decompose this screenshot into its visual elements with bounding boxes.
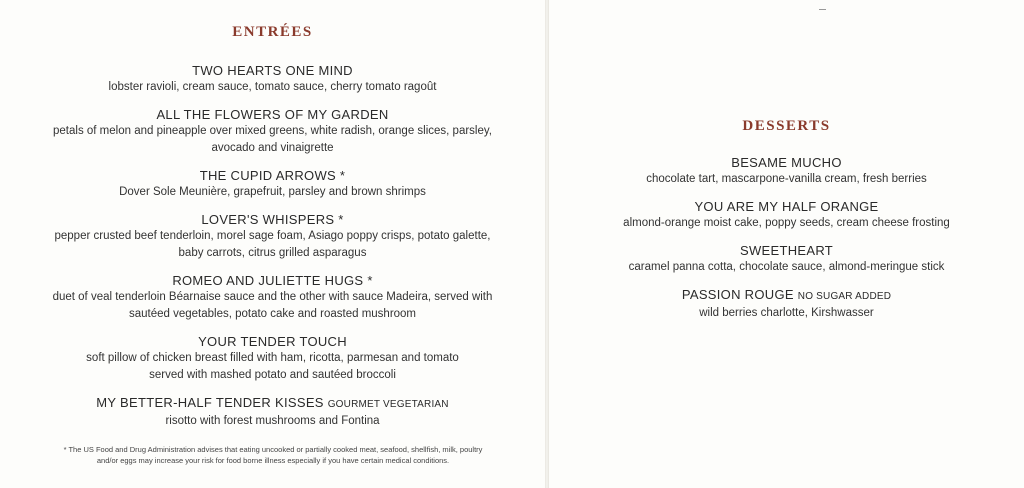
fda-footnote: * The US Food and Drug Administration advises that eating uncooked or partially cooked meat, seafood, shellfish, milk, poultry and/or eggs may increase your risk for food borne illness especially if you have certain medical conditions. bbox=[63, 445, 483, 465]
menu-item bbox=[0, 106, 545, 157]
menu-item-title: YOUR TENDER TOUCH bbox=[198, 334, 347, 349]
menu-item-name bbox=[0, 167, 545, 184]
menu-item-description: soft pillow of chicken breast filled with ham, ricotta, parmesan and tomato served with mashed potato and sautéed broccoli bbox=[86, 352, 459, 381]
menu-item bbox=[0, 167, 545, 201]
page-mark bbox=[819, 9, 826, 10]
menu-item-tag: NO SUGAR ADDED bbox=[797, 291, 892, 302]
menu-item-description: lobster ravioli, cream sauce, tomato sauce, cherry tomato ragoût bbox=[108, 81, 437, 93]
menu-item bbox=[0, 62, 545, 96]
desserts-title: DESSERTS bbox=[742, 118, 831, 134]
entrees-title: ENTRÉES bbox=[232, 24, 313, 40]
menu-item-name bbox=[549, 242, 1024, 259]
menu-item-description: wild berries charlotte, Kirshwasser bbox=[699, 307, 874, 319]
menu-item bbox=[549, 198, 1024, 232]
menu-item bbox=[0, 333, 545, 384]
right-page bbox=[549, 0, 1024, 488]
entrees-list bbox=[0, 62, 545, 440]
menu-item-title: PASSION ROUGE bbox=[681, 287, 794, 302]
menu-item-title: YOU ARE MY HALF ORANGE bbox=[694, 199, 879, 214]
menu-item bbox=[0, 272, 545, 323]
menu-item-name bbox=[549, 198, 1024, 215]
menu-item bbox=[549, 154, 1024, 188]
menu-item-name bbox=[0, 62, 545, 79]
menu-item-title: SWEETHEART bbox=[739, 243, 834, 258]
menu-item-description: duet of veal tenderloin Béarnaise sauce and the other with sauce Madeira, served with sautéed vegetables, potato cake and roasted mushroom bbox=[52, 291, 493, 320]
menu-item-title: ALL THE FLOWERS OF MY GARDEN bbox=[156, 107, 389, 122]
menu-item-title: LOVER'S WHISPERS * bbox=[201, 212, 344, 227]
menu-item bbox=[0, 211, 545, 262]
menu-item-name bbox=[549, 286, 1024, 305]
menu-item-tag: GOURMET VEGETARIAN bbox=[327, 399, 449, 410]
menu-item-description: risotto with forest mushrooms and Fontina bbox=[165, 415, 380, 427]
menu-item-name bbox=[549, 154, 1024, 171]
menu-item-description: almond-orange moist cake, poppy seeds, cream cheese frosting bbox=[623, 217, 950, 229]
menu-item-description: Dover Sole Meunière, grapefruit, parsley and brown shrimps bbox=[119, 186, 426, 198]
menu-item-name bbox=[0, 394, 545, 413]
menu-item-description: petals of melon and pineapple over mixed greens, white radish, orange slices, parsley, avocado and vinaigrette bbox=[53, 125, 492, 154]
menu-item-title: TWO HEARTS ONE MIND bbox=[192, 63, 353, 78]
menu-item-description: pepper crusted beef tenderloin, morel sage foam, Asiago poppy crisps, potato galette, baby carrots, citrus grilled asparagus bbox=[54, 230, 491, 259]
desserts-list bbox=[549, 154, 1024, 332]
menu-item bbox=[0, 394, 545, 430]
menu-item-title: ROMEO AND JULIETTE HUGS * bbox=[172, 273, 373, 288]
menu-item bbox=[549, 242, 1024, 276]
menu-item-name bbox=[0, 211, 545, 228]
menu-item-title: BESAME MUCHO bbox=[731, 155, 842, 170]
menu-item-title: THE CUPID ARROWS * bbox=[199, 168, 346, 183]
menu-item-description: chocolate tart, mascarpone-vanilla cream, fresh berries bbox=[646, 173, 927, 185]
menu-item-name bbox=[0, 272, 545, 289]
menu-item-title: MY BETTER-HALF TENDER KISSES bbox=[96, 395, 324, 410]
menu-item-description: caramel panna cotta, chocolate sauce, almond-meringue stick bbox=[628, 261, 945, 273]
menu-item bbox=[549, 286, 1024, 322]
menu-item-name bbox=[0, 106, 545, 123]
menu-item-name bbox=[0, 333, 545, 350]
